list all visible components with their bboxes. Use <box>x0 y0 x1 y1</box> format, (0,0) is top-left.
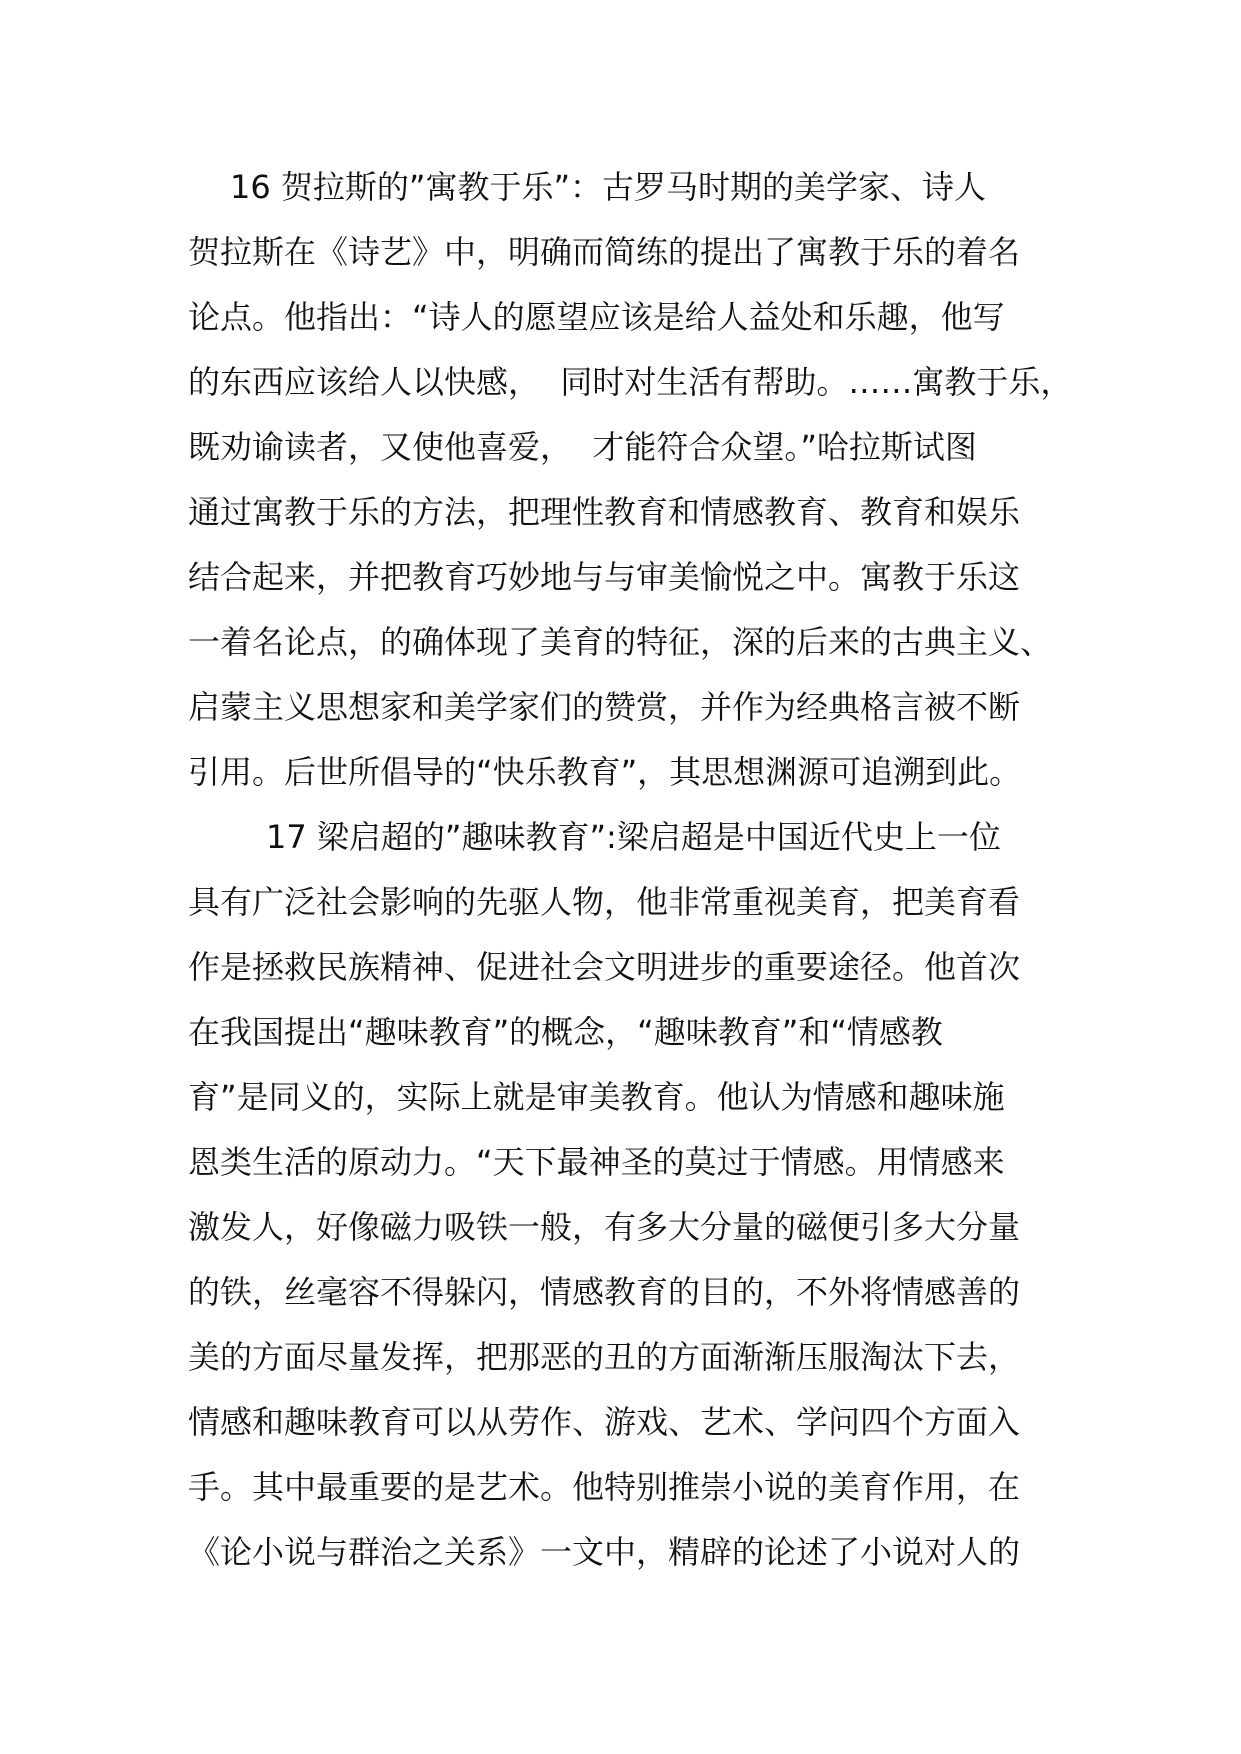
text-line: 作是拯救民族精神、促进社会文明进步的重要途径。他首次 <box>188 948 1021 986</box>
text-line: 引用。后世所倡导的“快乐教育”，其思想渊源可追溯到此。 <box>188 753 1022 791</box>
text-line: 的铁，丝毫容不得躲闪，情感教育的目的，不外将情感善的 <box>188 1273 1021 1311</box>
text-line: 激发人，好像磁力吸铁一般，有多大分量的磁便引多大分量 <box>188 1208 1021 1246</box>
paragraph-horace <box>188 155 1088 805</box>
text-line: 美的方面尽量发挥，把那恶的丑的方面渐渐压服淘汰下去， <box>188 1338 1021 1376</box>
text-line: 在我国提出“趣味教育”的概念，“趣味教育”和“情感教 <box>188 1013 943 1051</box>
text-line: 17 梁启超的”趣味教育”:梁启超是中国近代史上一位 <box>266 818 1001 856</box>
text-line: 《论小说与群治之关系》一文中，精辟的论述了小说对人的 <box>188 1533 1021 1571</box>
text-line: 启蒙主义思想家和美学家们的赞赏，并作为经典格言被不断 <box>188 688 1021 726</box>
text-line: 结合起来，并把教育巧妙地与与审美愉悦之中。寓教于乐这 <box>188 558 1021 596</box>
text-line: 16 贺拉斯的”寓教于乐”：古罗马时期的美学家、诗人 <box>230 168 987 206</box>
text-line: 一着名论点，的确体现了美育的特征，深的后来的古典主义、 <box>188 623 1053 661</box>
body-text <box>188 155 1088 1585</box>
text-line: 恩类生活的原动力。“天下最神圣的莫过于情感。用情感来 <box>188 1143 1005 1181</box>
text-line: 情感和趣味教育可以从劳作、游戏、艺术、学问四个方面入 <box>188 1403 1021 1441</box>
text-line: 贺拉斯在《诗艺》中，明确而简练的提出了寓教于乐的着名 <box>188 233 1021 271</box>
text-line: 的东西应该给人以快感， 同时对生活有帮助。……寓教于乐， <box>188 363 1073 401</box>
text-line: 育”是同义的，实际上就是审美教育。他认为情感和趣味施 <box>188 1078 1005 1116</box>
text-line: 论点。他指出：“诗人的愿望应该是给人益处和乐趣，他写 <box>188 298 1005 336</box>
text-line: 既劝谕读者，又使他喜爱， 才能符合众望。”哈拉斯试图 <box>188 428 977 466</box>
text-line: 通过寓教于乐的方法，把理性教育和情感教育、教育和娱乐 <box>188 493 1021 531</box>
text-line: 具有广泛社会影响的先驱人物，他非常重视美育，把美育看 <box>188 883 1021 921</box>
paragraph-liang-qichao <box>188 805 1088 1585</box>
text-line: 手。其中最重要的是艺术。他特别推崇小说的美育作用，在 <box>188 1468 1021 1506</box>
